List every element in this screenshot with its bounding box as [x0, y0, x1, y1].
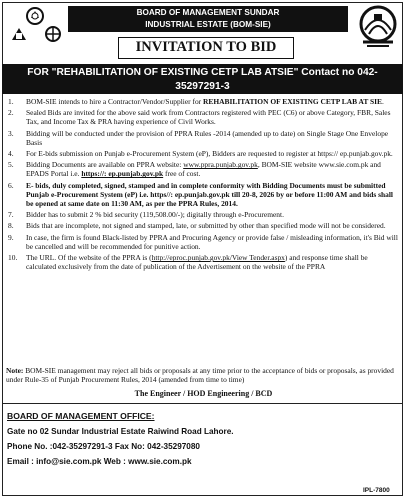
- list-item: [6, 108, 398, 126]
- signatory: The Engineer / HOD Engineering / BCD: [134, 389, 273, 398]
- email-link[interactable]: info@sie.com.pk: [36, 457, 102, 466]
- item-text: , BOM-SIE website www.sie.com.pk and EPADS Portal i.e.: [26, 160, 381, 179]
- item-text: Bidding Documents are available on PPRA website:: [26, 160, 184, 170]
- item-text: The URL. Of the website of the PPRA is (: [26, 253, 152, 263]
- divider: [2, 403, 403, 404]
- item-text: Bids that are incomplete, not signed and stamped, late, or submitted by other than specified mode will not be considered.: [26, 221, 386, 231]
- email-label: Email :: [7, 457, 37, 466]
- office-phone-line: [7, 439, 397, 454]
- item-number: 9.: [8, 232, 14, 242]
- item-number: 3.: [8, 128, 14, 138]
- list-item: [6, 129, 398, 147]
- item-number: 7.: [8, 210, 14, 220]
- eprocurement-link[interactable]: ep.punjab.gov.pk.: [339, 149, 393, 159]
- bom-sie-logo-icon: [9, 6, 61, 44]
- note-paragraph: [6, 366, 398, 384]
- subject-line1: FOR "REHABILITATION OF EXISTING CETP LAB ATSIE" Contact no 042-: [27, 67, 378, 78]
- note-label: Note:: [6, 366, 24, 375]
- phone-numbers: 042-35297291-3 Fax No: 042-35297080: [52, 442, 200, 451]
- list-item: [6, 97, 398, 106]
- web-label: Web :: [101, 457, 129, 466]
- item-text: Bidder has to submit 2 % bid security (119,508.00/-); digitally through e-Procurement.: [26, 210, 284, 220]
- item-number: 10.: [8, 253, 18, 263]
- ad-code: IPL-7800: [363, 487, 390, 494]
- list-item: [6, 253, 398, 271]
- item-number: 2.: [8, 108, 14, 118]
- list-item: [6, 233, 398, 251]
- office-contact-block: [7, 409, 397, 469]
- item-text: ) and response time shall be calculated exclusively from the date of publication of the Advertisement on the website of the PPRA: [26, 253, 368, 272]
- office-address: Gate no 02 Sundar Industrial Estate Raiwind Road Lahore.: [7, 427, 234, 436]
- list-item: [6, 221, 398, 230]
- list-item: [6, 160, 398, 178]
- item-number: 6.: [8, 180, 14, 190]
- organization-name-line1: BOARD OF MANAGEMENT SUNDAR: [136, 8, 280, 17]
- item-number: 8.: [8, 221, 14, 231]
- office-title: BOARD OF MANAGEMENT OFFICE:: [7, 411, 155, 421]
- item-text: Sealed Bids are invited for the above said work from Contractors registered with PEC (C6) or above Category, FBR, Sales Tax, and Income Tax & PRA having experience of Civil Works.: [26, 108, 391, 127]
- web-link[interactable]: www.sie.com.pk: [128, 457, 192, 466]
- punjab-government-emblem-icon: [357, 4, 399, 48]
- item-number: 5.: [8, 160, 14, 170]
- phone-label: Phone No. :: [7, 442, 53, 451]
- list-item: [6, 181, 398, 208]
- list-item: [6, 149, 398, 158]
- item-text: BOM-SIE intends to hire a Contractor/Vendor/Supplier for: [26, 97, 204, 106]
- note-text: BOM-SIE management may reject all bids or proposals at any time prior to the acceptance of bids or proposals, as provided under Rule-35 of Punjab Procurement Rules, 2014 (amended from time to time): [6, 366, 394, 385]
- page-title: INVITATION TO BID: [118, 37, 294, 59]
- item-bold-text: E- bids, duly completed, signed, stamped and in complete conformity with Bidding Documents must be submitted Punjab e-Procurement System (eP) i.e. https//: ep.punjab.gov.pk till 20-8, 2026 by or before 11:00 AM and bids shall be opened at same date on 11:30 AM, as per the PPRA Rules, 2014.: [26, 180, 394, 208]
- subject-line2: 35297291-3: [175, 81, 230, 92]
- organization-banner: [68, 6, 348, 32]
- bid-terms-list: [6, 97, 398, 273]
- organization-name-line2: INDUSTRIAL ESTATE (BOM-SIE): [145, 20, 271, 29]
- list-item: [6, 210, 398, 219]
- item-text: free of cost.: [163, 169, 201, 179]
- item-text: .: [382, 97, 384, 106]
- ppra-website-link[interactable]: www.ppra.punjab.gov.pk: [183, 160, 258, 170]
- item-number: 1.: [8, 97, 14, 106]
- ppra-tender-url-link[interactable]: http://eproc.punjab.gov.pk/View Tender.aspx: [151, 253, 285, 263]
- subject-banner: [2, 64, 403, 94]
- epads-portal-link[interactable]: https://: ep.punjab.gov.pk: [81, 169, 164, 179]
- office-email-web-line: [7, 454, 397, 469]
- item-text: Bidding will be conducted under the provision of PPRA Rules -2014 (amended up to date) on Single Stage One Envelope Basis: [26, 128, 389, 147]
- item-text: For E-bids submission on Punjab e-Procurement System (eP), Bidders are requested to register at https://: [26, 149, 340, 159]
- item-text: In case, the firm is found Black-listed by PPRA and Procuring Agency or provide false / misleading information, it's Bid will be cancelled and will be recommended for punitive action.: [26, 232, 398, 251]
- item-number: 4.: [8, 149, 14, 159]
- item-bold-text: REHABILITATION OF EXISTING CETP LAB AT SIE: [203, 97, 382, 106]
